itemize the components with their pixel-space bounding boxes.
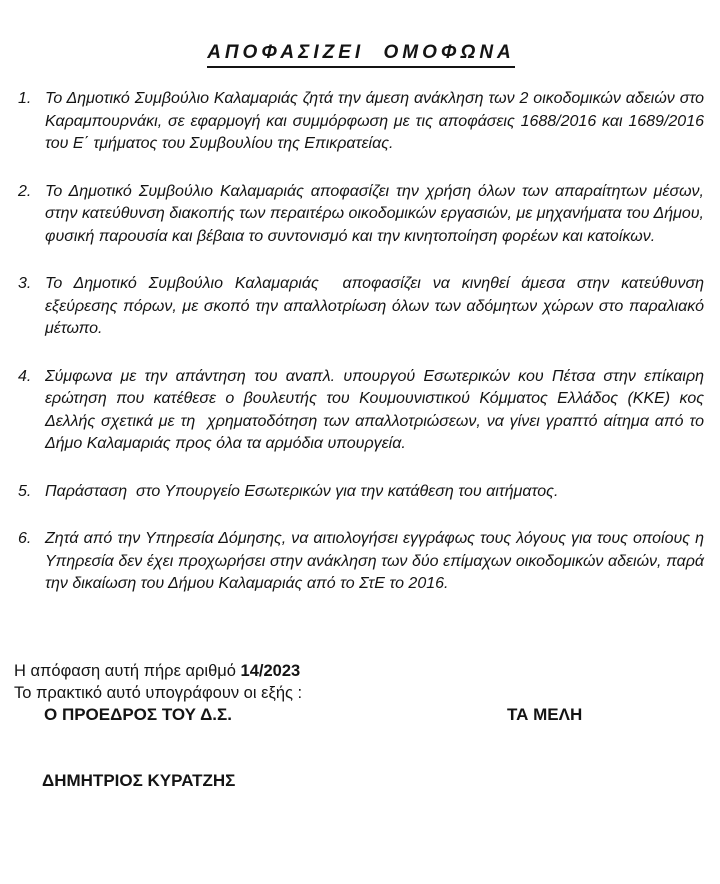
decision-number: 14/2023	[240, 661, 301, 680]
item-number: 1.	[18, 90, 32, 107]
decision-list-item	[18, 88, 709, 156]
decision-list-item	[18, 273, 709, 341]
item-text: Το Δημοτικό Συμβούλιο Καλαμαριάς αποφασίζει να κινηθεί άμεσα στην κατεύθυνση εξεύρεσης πόρων, με σκοπό την απαλλοτρίωση όλων των αδόμητων χώρων στο παραλιακό μέτωπο.	[45, 275, 709, 337]
document-footer	[14, 660, 704, 792]
page-title-text: ΑΠΟΦΑΣΙΖΕΙ ΟΜΟΦΩΝΑ	[207, 42, 515, 68]
item-text: Το Δημοτικό Συμβούλιο Καλαμαριάς αποφασίζει την χρήση όλων των απαραίτητων μέσων, στην κατεύθυνση διακοπής των περαιτέρω οικοδομικών εργασιών, με μηχανήματα του Δήμου, φυσική παρουσία και βέβαια το συντονισμό και την κινητοποίηση φορέων και κατοίκων.	[45, 182, 709, 245]
decision-list-item	[18, 528, 709, 596]
item-number: 6.	[18, 530, 32, 547]
item-text: Ζητά από την Υπηρεσία Δόμησης, να αιτιολογήσει εγγράφως τους λόγους για τους οποίους η Υπηρεσία δεν έχει προχωρήσει στην ανάκληση των δύο επίμαχων οικοδομικών αδειών, παρά την δικαίωση του Δήμου Καλαμαριάς από το ΣτΕ το 2016.	[45, 530, 709, 592]
decision-number-prefix: Η απόφαση αυτή πήρε αριθμό	[14, 661, 241, 680]
signatories-line: Το πρακτικό αυτό υπογράφουν οι εξής :	[14, 683, 303, 702]
page-title	[18, 41, 704, 64]
decision-list	[18, 88, 709, 596]
members-label: ΤΑ ΜΕΛΗ	[507, 704, 583, 724]
item-text: Το Δημοτικό Συμβούλιο Καλαμαριάς ζητά την άμεση ανάκληση των 2 οικοδομικών αδειών στο Καραμπουρνάκι, σε εφαρμογή και συμμόρφωση με τις αποφάσεις 1688/2016 και 1689/2016 του Ε΄ τμήματος του Συμβουλίου της Επικρατείας.	[45, 90, 709, 152]
item-text: Παράσταση στο Υπουργείο Εσωτερικών για την κατάθεση του αιτήματος.	[45, 482, 559, 500]
president-name: ΔΗΜΗΤΡΙΟΣ ΚΥΡΑΤΖΗΣ	[42, 770, 236, 790]
decision-list-item	[18, 181, 709, 249]
president-label: Ο ΠΡΟΕΔΡΟΣ ΤΟΥ Δ.Σ.	[44, 704, 232, 724]
item-number: 2.	[18, 182, 32, 200]
decision-list-item	[18, 366, 709, 456]
item-text: Σύμφωνα με την απάντηση του αναπλ. υπουργού Εσωτερικών κου Πέτσα στην επίκαιρη ερώτηση που κατέθεσε ο βουλευτής του Κουμουνιστικού Κόμματος Ελλάδος (ΚΚΕ) κος Δελλής σχετικά με τη χρηματοδότηση των απαλλοτριώσεων, να γίνει γραπτό αίτημα από το Δήμο Καλαμαριάς προς όλα τα αρμόδια υπουργεία.	[45, 367, 709, 452]
item-number: 5.	[18, 482, 32, 500]
item-number: 4.	[18, 367, 32, 385]
decision-list-item	[18, 481, 704, 504]
item-number: 3.	[18, 275, 32, 292]
signature-row	[18, 704, 704, 726]
decision-number-line	[14, 660, 704, 682]
